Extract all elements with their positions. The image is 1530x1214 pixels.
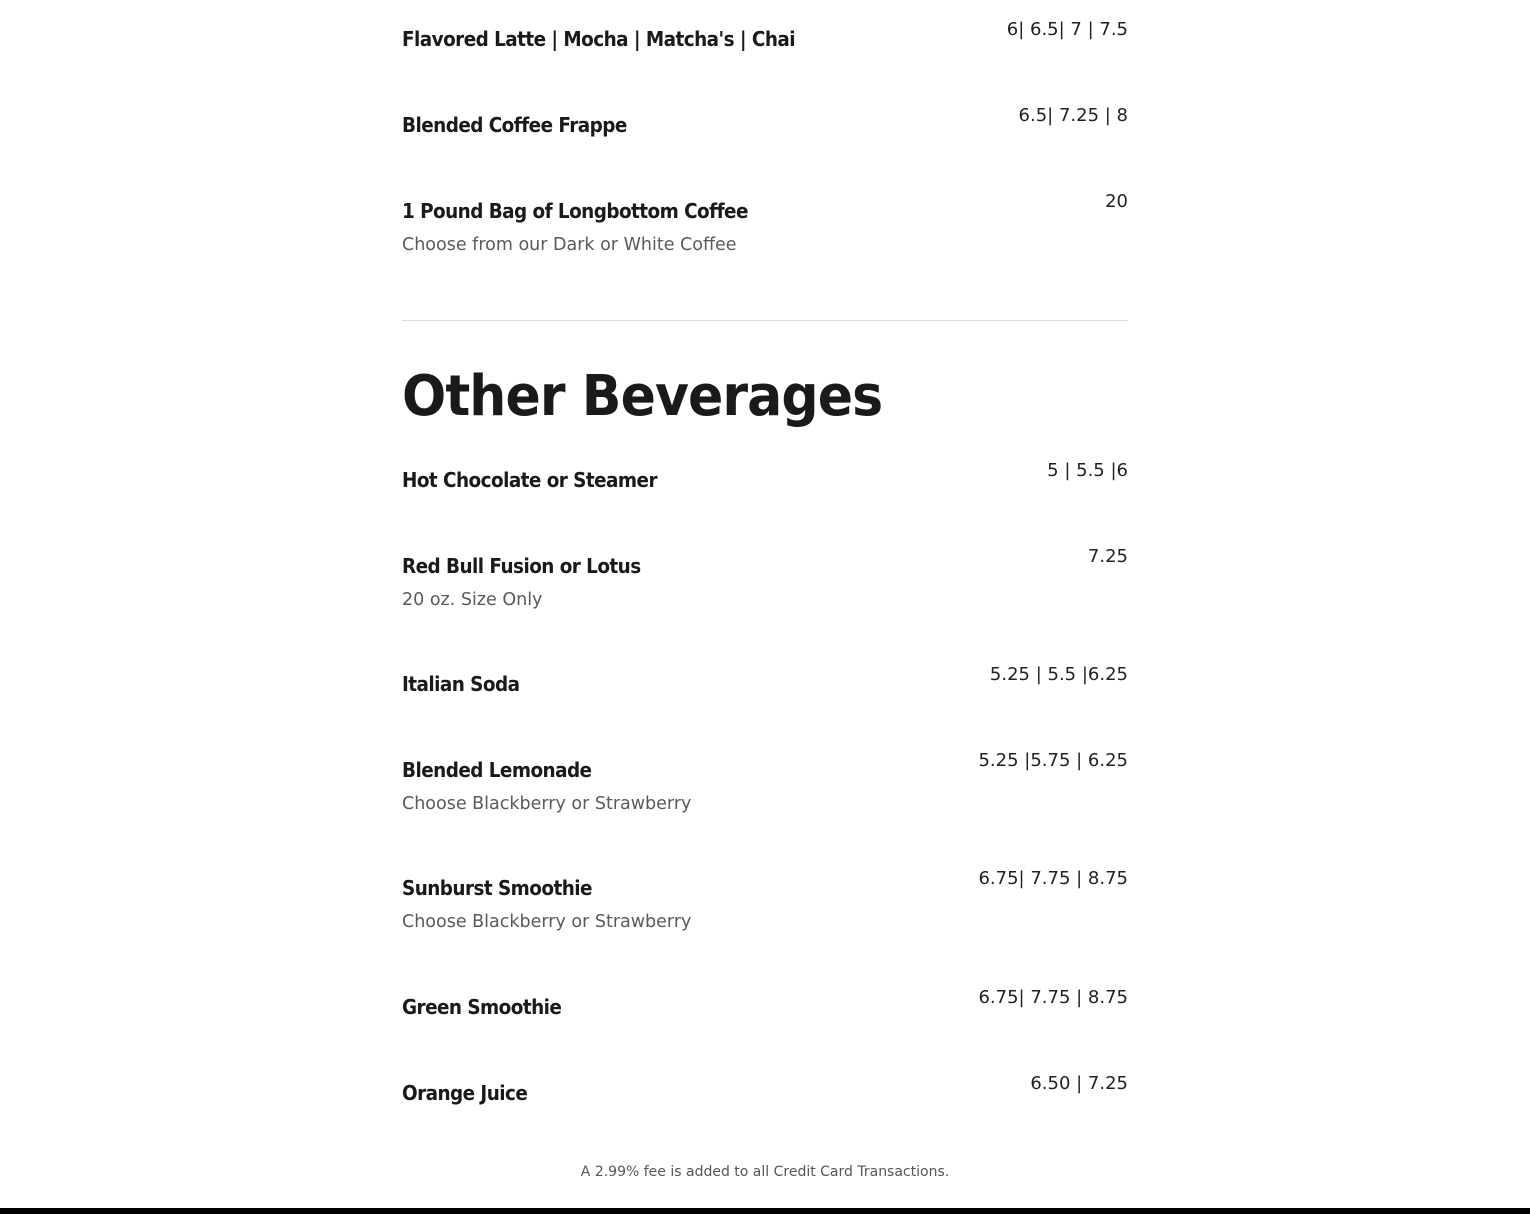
menu-item-name: Flavored Latte | Mocha | Matcha's | Chai [402, 27, 796, 51]
menu-item-price: 5.25 |5.75 | 6.25 [978, 750, 1128, 771]
menu-item-name: Hot Chocolate or Steamer [402, 468, 657, 492]
menu-item-name: Italian Soda [402, 672, 520, 696]
footer-bar [0, 1208, 1530, 1214]
menu-item-price: 6.50 | 7.25 [1030, 1073, 1128, 1094]
menu-item-price: 7.25 [1087, 546, 1128, 567]
menu-item-price: 6| 6.5| 7 | 7.5 [1006, 19, 1128, 40]
menu-item-name: Orange Juice [402, 1081, 528, 1105]
menu-item-name: Red Bull Fusion or Lotus [402, 554, 641, 578]
menu-item-description: Choose from our Dark or White Coffee [402, 235, 737, 255]
menu-item-price: 20 [1105, 191, 1128, 212]
menu-item-name: 1 Pound Bag of Longbottom Coffee [402, 199, 748, 223]
menu-item-name: Sunburst Smoothie [402, 876, 592, 900]
menu-item-description: 20 oz. Size Only [402, 590, 543, 610]
menu-item-price: 6.75| 7.75 | 8.75 [978, 868, 1128, 889]
menu-item-price: 5 | 5.5 |6 [1047, 460, 1128, 481]
section-title: Other Beverages [402, 364, 883, 429]
menu-item-price: 6.75| 7.75 | 8.75 [978, 987, 1128, 1008]
menu-item-name: Blended Coffee Frappe [402, 113, 627, 137]
credit-card-fee-note: A 2.99% fee is added to all Credit Card Transactions. [580, 1164, 950, 1180]
menu-item-price: 5.25 | 5.5 |6.25 [989, 664, 1128, 685]
menu-item-name: Green Smoothie [402, 995, 562, 1019]
menu-item-description: Choose Blackberry or Strawberry [402, 912, 692, 932]
menu-item-description: Choose Blackberry or Strawberry [402, 794, 692, 814]
menu-item-price: 6.5| 7.25 | 8 [1018, 105, 1128, 126]
menu-item-name: Blended Lemonade [402, 758, 592, 782]
section-divider [402, 320, 1128, 321]
